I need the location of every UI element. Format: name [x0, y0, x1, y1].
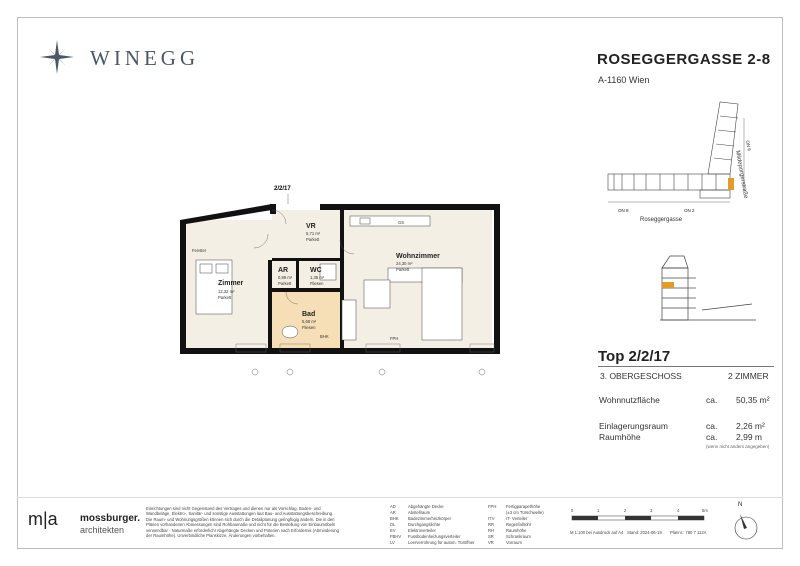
floor-plan: [160, 180, 505, 385]
disclaimer-line: Einrichtungen sind nicht Gegenstand des Vertrages und dienen nur als Vorschlag. Boden- und: [146, 506, 321, 511]
area-value: 50,35 m²: [736, 395, 770, 405]
room-wc-floor: Fliesen: [310, 281, 324, 286]
scale-tick: 2: [624, 508, 627, 513]
north-label: N: [738, 502, 743, 508]
height-prefix: ca.: [706, 432, 718, 442]
unit-title: Top 2/2/17: [598, 348, 671, 365]
room-ar-floor: Parkett: [278, 281, 292, 286]
room-bad-floor: Fliesen: [302, 325, 316, 330]
section-diagram: [660, 252, 760, 324]
room-zimmer-area: 12,32 m²: [218, 289, 235, 294]
project-address: A-1160 Wien: [598, 75, 650, 85]
room-wc-name: WC: [310, 267, 322, 274]
height-note: (wenn nicht anders angegeben): [706, 444, 770, 449]
room-bad-name: Bad: [302, 311, 316, 318]
unit-tag: 2/2/17: [274, 186, 291, 192]
scale-tick: 1: [597, 508, 600, 513]
unit-floor: 3. OBERGESCHOSS: [600, 371, 682, 381]
footer-divider: [17, 497, 783, 498]
site-label-on2: ON 2: [684, 208, 695, 213]
room-wohnzimmer-area: 24,30 m²: [396, 261, 413, 266]
architect-name: mossburger.: [80, 513, 141, 524]
site-label-on8: ON 8: [618, 208, 629, 213]
disclaimer-line: Wandbeläge, Elektro-, Sanitär- und sonstige Ausstattungen laut Bau- und Ausstattungsbeschreibung.: [146, 511, 334, 517]
scale-note: M 1:100 bei Ausdruck auf A4: [570, 530, 624, 535]
site-street-bottom: Roseggergasse: [640, 217, 683, 223]
scale-tick: 5m: [702, 508, 708, 513]
room-wohnzimmer-floor: Parkett: [396, 267, 410, 272]
room-zimmer-floor: Parkett: [218, 295, 232, 300]
legend-right: FPH Fertigparapethöhe (±3 cm Türschwelle) ITV IT- Verteiler RR Regenfallrohr RH Raumhöhe SR Schrankraum VR Vorraum: [488, 504, 544, 545]
disclaimer-line: verwendbar - Naturmaße erforderlich! Abgehängte Decken und Poterien nach Erfordernis (Abminderung: [146, 527, 339, 533]
brand-name: WINEGG: [90, 46, 200, 70]
disclaimer-line: der Raumhöhe). Unverbindliche Planskizze, Änderungen vorbehalten.: [146, 533, 276, 539]
height-value: 2,99 m: [736, 432, 762, 442]
site-street-right: Mildeporgerstraße: [734, 150, 749, 199]
architect-mark: m|a: [28, 509, 58, 529]
fenster-mark: Fenster: [192, 248, 207, 253]
room-wohnzimmer-name: Wohnzimmer: [396, 253, 440, 260]
star-icon: [40, 40, 74, 74]
scale-bar: [568, 506, 718, 526]
area-prefix: ca.: [706, 395, 718, 405]
fph-mark: FPH: [390, 336, 399, 341]
scale-tick: 4: [677, 508, 680, 513]
architect-sub: architekten: [80, 525, 125, 535]
architect-logo: [28, 509, 58, 530]
room-zimmer-name: Zimmer: [218, 280, 244, 287]
storage-prefix: ca.: [706, 421, 718, 431]
room-wc-area: 1,35 m²: [310, 275, 325, 280]
room-ar-area: 0,99 m²: [278, 275, 293, 280]
storage-value: 2,26 m²: [736, 421, 765, 431]
room-vr-floor: Parkett: [306, 237, 320, 242]
legend-left: AD Abgehängte Decke AR Abstellraum BHK Badezimmerheizkörper DL Durchgangslichte EV Elektroverteiler FBHV Fussbodenheizungsverteiler LV Leerverrohrung für autom. Türöffner: [390, 504, 475, 545]
room-ar-name: AR: [278, 267, 289, 274]
brand-logo: [40, 40, 200, 74]
project-title: ROSEGGERGASSE 2-8: [597, 51, 771, 68]
plan-number: Plannr.: 780 7 112A: [670, 530, 707, 535]
disclaimer-line: Plänen vorhandenen Abmessungen sind Rohbaumaße und nicht für die Bestellung von Einbaumöbeln: [146, 522, 336, 528]
area-label: Wohnnutzfläche: [599, 395, 660, 405]
scale-tick: 3: [650, 508, 653, 513]
room-vr-name: VR: [306, 223, 316, 230]
unit-rooms: 2 ZIMMER: [728, 371, 769, 381]
bhk-mark: BHK: [320, 334, 329, 339]
gs-mark: GS: [398, 220, 405, 225]
room-vr-area: 5,71 m²: [306, 231, 321, 236]
divider: [598, 366, 774, 367]
disclaimer-line: Die Raum- und Wohnungsgrößen können sich durch die Detailplanung geringfügig ändern. Die in den: [146, 516, 335, 522]
stand-date: Stand: 2024-06-19: [627, 530, 662, 535]
disclaimer: [146, 506, 386, 538]
site-label-on6: ON 6: [745, 140, 752, 152]
north-arrow-icon: [728, 506, 764, 542]
room-bad: [302, 311, 317, 330]
storage-label: Einlagerungsraum: [599, 421, 668, 431]
height-label: Raumhöhe: [599, 432, 641, 442]
room-bad-area: 5,68 m²: [302, 319, 317, 324]
scale-tick: 0: [571, 508, 574, 513]
